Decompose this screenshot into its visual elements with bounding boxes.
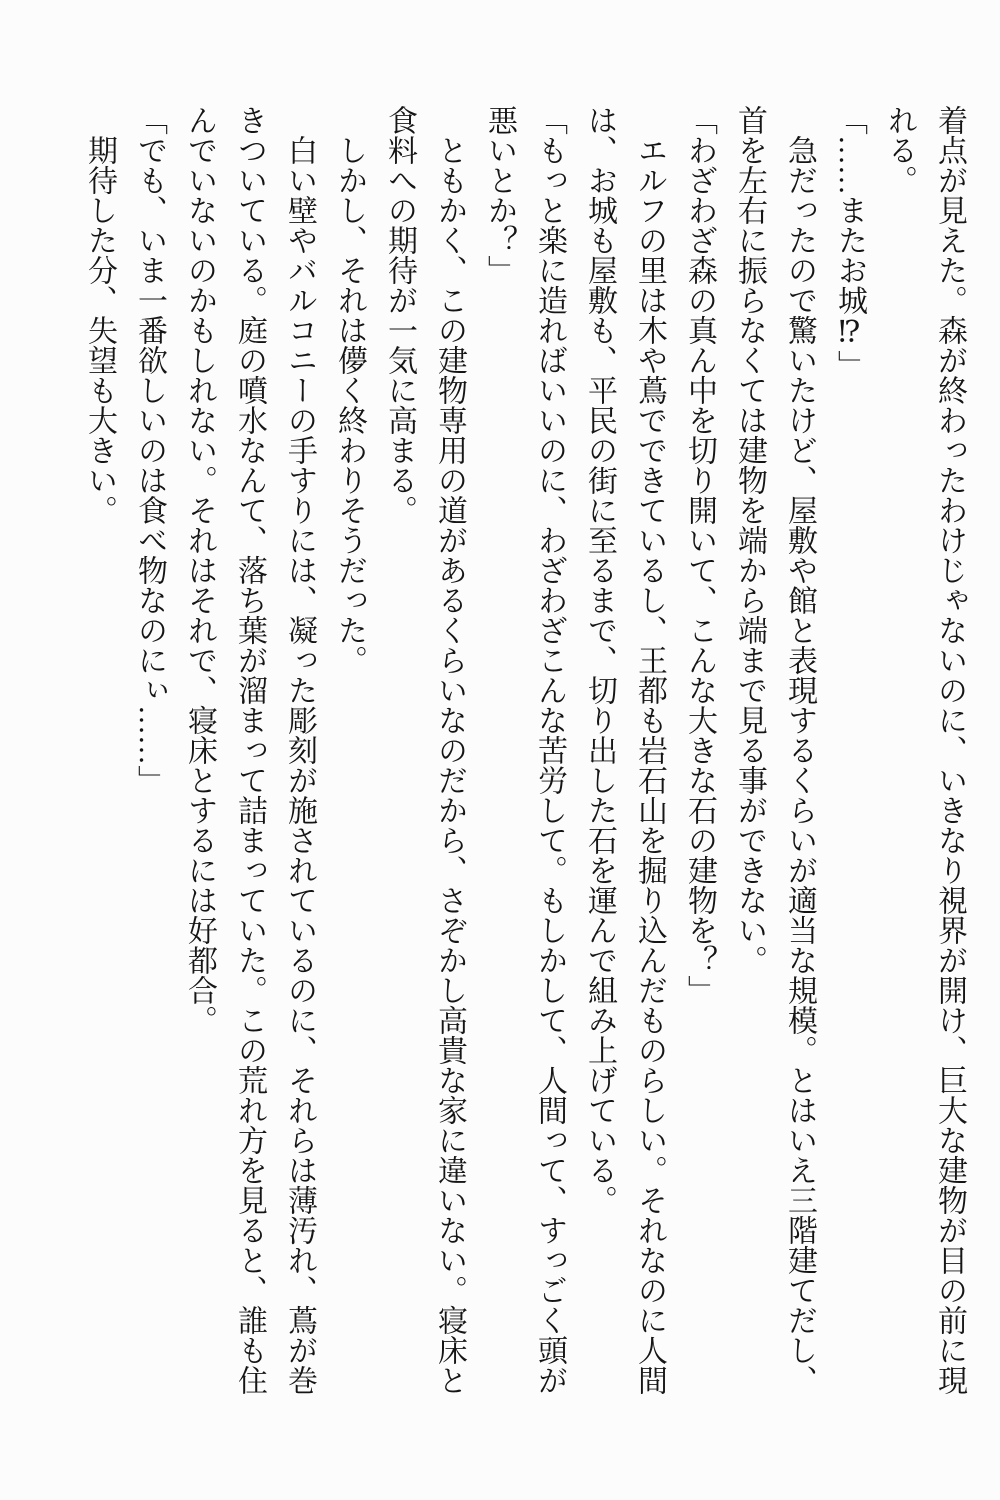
paragraph-5: エルフの里は木や蔦でできているし、王都も岩石山を掘り込んだものらしい。それなのに人間は、お城も屋敷も、平民の街に至るまで、切り出した石を運んで組み上げている。 <box>583 105 666 1395</box>
paragraph-10: 「でも、いま一番欲しいのは食べ物なのにぃ……」 <box>133 105 166 795</box>
paragraph-11: 期待した分、失望も大きい。 <box>83 105 116 525</box>
paragraph-6: 「もっと楽に造ればいいのに、わざわざこんな苦労して。もしかして、人間って、すっごく頭が悪いとか？」 <box>483 105 566 1395</box>
paragraph-1: 着点が見えた。森が終わったわけじゃないのに、いきなり視界が開け、巨大な建物が目の前に現れる。 <box>883 105 966 1395</box>
paragraph-8: しかし、それは儚く終わりそうだった。 <box>333 105 366 675</box>
paragraph-4: 「わざわざ森の真ん中を切り開いて、こんな大きな石の建物を？」 <box>683 105 716 1005</box>
novel-text-block <box>74 105 974 1395</box>
paragraph-2: 「……またお城⁉」 <box>833 105 866 380</box>
paragraph-3: 急だったので驚いたけど、屋敷や館と表現するくらいが適当な規模。とはいえ三階建てだし、首を左右に振らなくては建物を端から端まで見る事ができない。 <box>733 105 816 1395</box>
paragraph-7: ともかく、この建物専用の道があるくらいなのだから、さぞかし高貴な家に違いない。寝床と食料への期待が一気に高まる。 <box>383 105 466 1395</box>
paragraph-9: 白い壁やバルコニーの手すりには、凝った彫刻が施されているのに、それらは薄汚れ、蔦が巻きついている。庭の噴水なんて、落ち葉が溜まって詰まっていた。この荒れ方を見ると、誰も住んでいないのかもしれない。それはそれで、寝床とするには好都合。 <box>183 105 316 1395</box>
